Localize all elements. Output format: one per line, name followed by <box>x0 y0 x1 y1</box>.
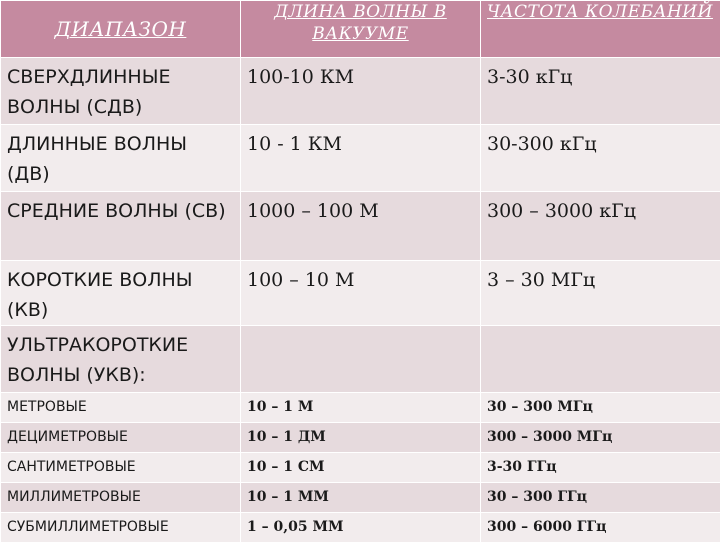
header-range: ДИАПАЗОН <box>1 1 241 58</box>
frequency-value: 3-30 ГГц <box>481 453 720 483</box>
wavelength-value: 100-10 КМ <box>241 58 481 125</box>
range-name: КОРОТКИЕ ВОЛНЫ (КВ) <box>1 261 241 326</box>
range-name: СРЕДНИЕ ВОЛНЫ (СВ) <box>1 192 241 261</box>
table-row <box>1 453 720 483</box>
frequency-value: 3-30 кГц <box>481 58 720 125</box>
table-row <box>1 125 720 192</box>
frequency-value: 300 – 6000 ГГц <box>481 513 720 543</box>
subrange-name: МИЛЛИМЕТРОВЫЕ <box>1 483 241 513</box>
range-name: УЛЬТРАКОРОТКИЕ ВОЛНЫ (УКВ): <box>1 326 241 393</box>
frequency-value: 300 – 3000 кГц <box>481 192 720 261</box>
wavelength-value: 10 – 1 ДМ <box>241 423 481 453</box>
range-name: СВЕРХДЛИННЫЕ ВОЛНЫ (СДВ) <box>1 58 241 125</box>
table-header-row <box>1 1 720 58</box>
table-row <box>1 192 720 261</box>
table-row <box>1 58 720 125</box>
subrange-name: МЕТРОВЫЕ <box>1 393 241 423</box>
subrange-name: САНТИМЕТРОВЫЕ <box>1 453 241 483</box>
wavelength-value: 10 – 1 СМ <box>241 453 481 483</box>
frequency-value <box>481 326 720 393</box>
wavelength-value: 10 – 1 ММ <box>241 483 481 513</box>
subrange-name: СУБМИЛЛИМЕТРОВЫЕ <box>1 513 241 543</box>
wavelength-value: 1000 – 100 М <box>241 192 481 261</box>
table-row <box>1 513 720 543</box>
range-name: ДЛИННЫЕ ВОЛНЫ (ДВ) <box>1 125 241 192</box>
frequency-value: 300 – 3000 МГц <box>481 423 720 453</box>
frequency-value: 30-300 кГц <box>481 125 720 192</box>
table-row <box>1 326 720 393</box>
header-wavelength: ДЛИНА ВОЛНЫ В ВАКУУМЕ <box>241 1 481 58</box>
wavelength-value <box>241 326 481 393</box>
table-row <box>1 483 720 513</box>
frequency-value: 30 – 300 ГГц <box>481 483 720 513</box>
wavelength-value: 10 – 1 М <box>241 393 481 423</box>
wavelength-value: 100 – 10 М <box>241 261 481 326</box>
wavelength-value: 1 – 0,05 ММ <box>241 513 481 543</box>
table-row <box>1 423 720 453</box>
table-row <box>1 261 720 326</box>
frequency-value: 30 – 300 МГц <box>481 393 720 423</box>
subrange-name: ДЕЦИМЕТРОВЫЕ <box>1 423 241 453</box>
frequency-value: 3 – 30 МГц <box>481 261 720 326</box>
wavelength-value: 10 - 1 КМ <box>241 125 481 192</box>
header-frequency: ЧАСТОТА КОЛЕБАНИЙ <box>481 1 720 58</box>
table-row <box>1 393 720 423</box>
